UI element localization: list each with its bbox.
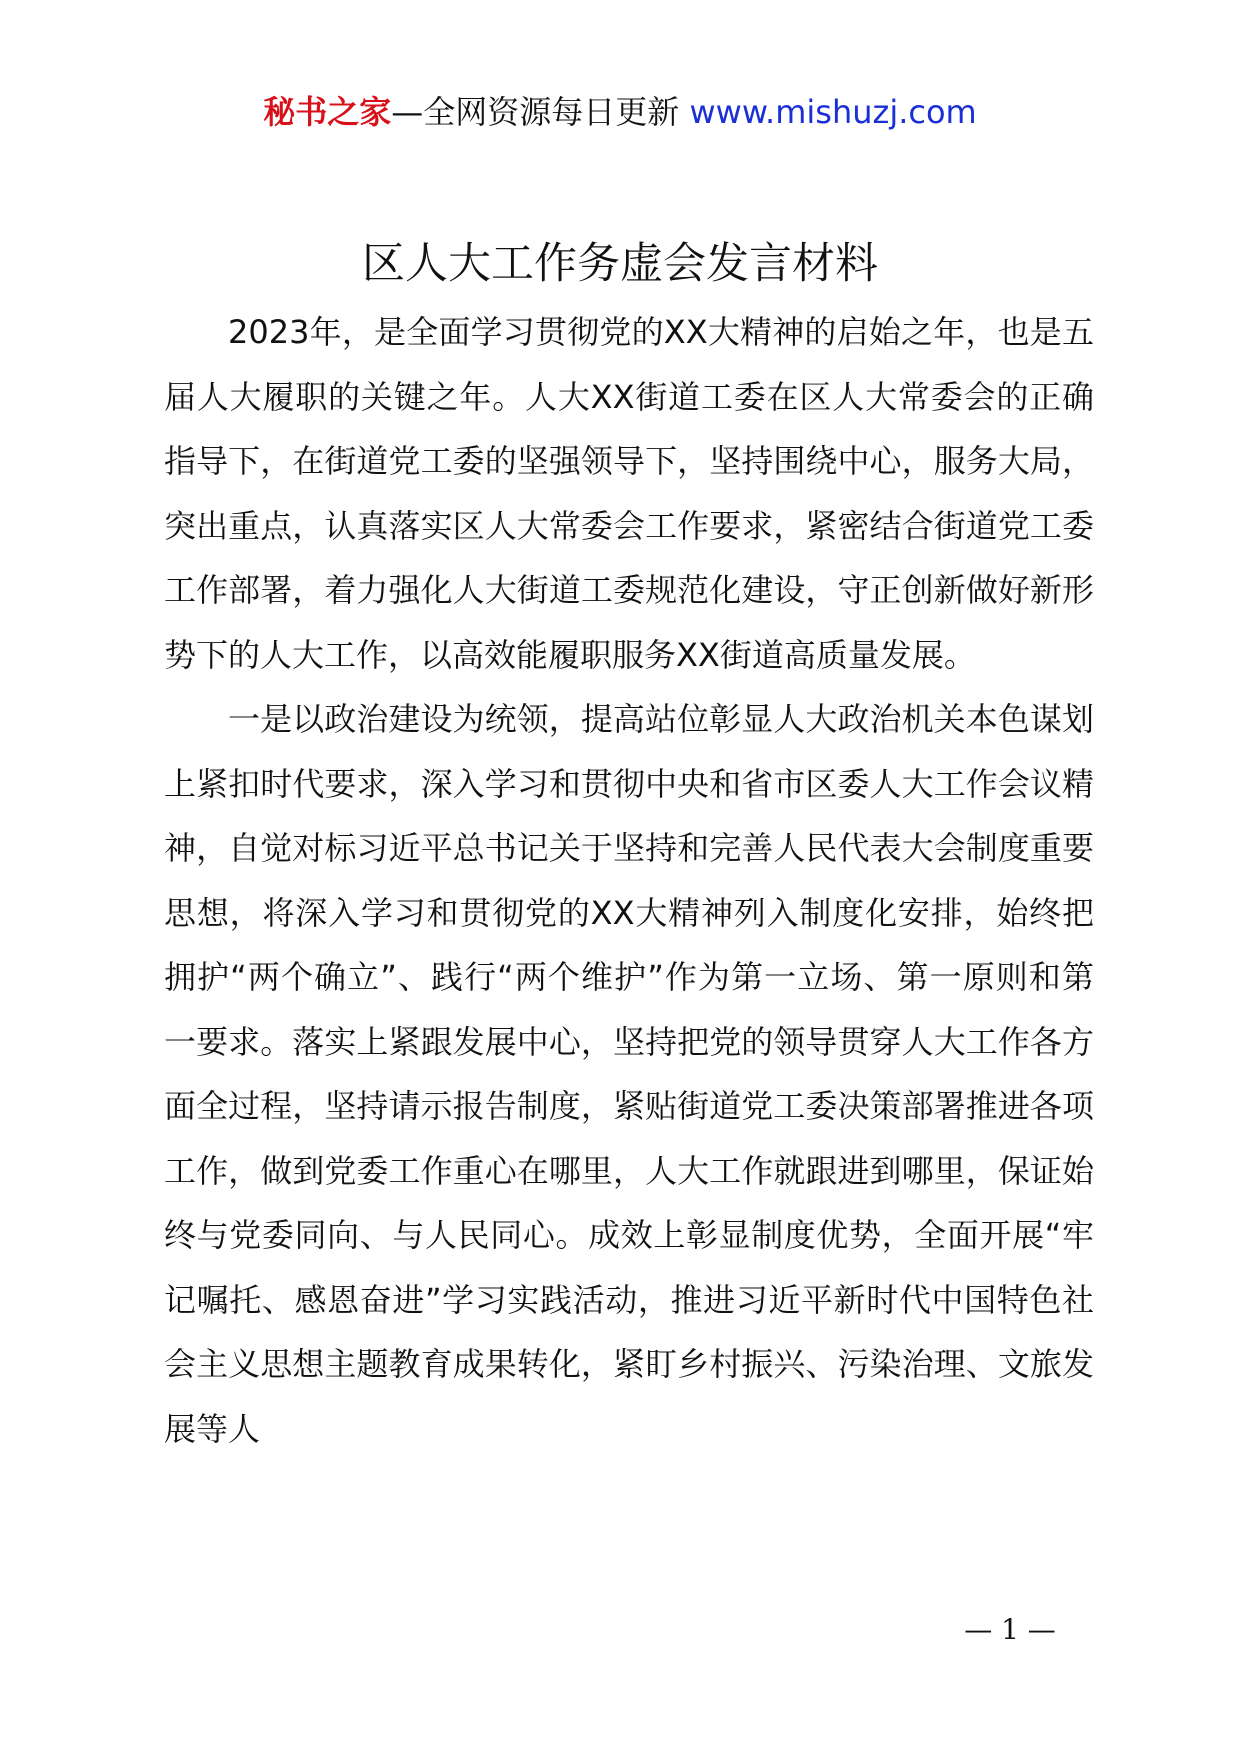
paragraph-political-construction: 一是以政治建设为统领，提高站位彰显人大政治机关本色谋划上紧扣时代要求，深入学习和贯彻中央和省市区委人大工作会议精神，自觉对标习近平总书记关于坚持和完善人民代表大会制度重要思想，将深入学习和贯彻党的XX大精神列入制度化安排，始终把拥护“两个确立”、践行“两个维护”作为第一立场、第一原则和第一要求。落实上紧跟发展中心，坚持把党的领导贯穿人大工作各方面全过程，坚持请示报告制度，紧贴街道党工委决策部署推进各项工作，做到党委工作重心在哪里，人大工作就跟进到哪里，保证始终与党委同向、与人民同心。成效上彰显制度优势，全面开展“牢记嘱托、感恩奋进”学习实践活动，推进习近平新时代中国特色社会主义思想主题教育成果转化，紧盯乡村振兴、污染治理、文旅发展等人	[164, 700, 1094, 1448]
site-header	[0, 92, 1240, 132]
brand-name: 秘书之家	[263, 93, 392, 131]
paragraph-intro: 2023年，是全面学习贯彻党的XX大精神的启始之年，也是五届人大履职的关键之年。人大XX街道工委在区人大常委会的正确指导下，在街道党工委的坚强领导下，坚持围绕中心，服务大局，突出重点，认真落实区人大常委会工作要求，紧密结合街道党工委工作部署，着力强化人大街道工委规范化建设，守正创新做好新形势下的人大工作，以高效能履职服务XX街道高质量发展。	[164, 313, 1094, 674]
document-body	[164, 300, 1094, 1461]
header-tagline: —全网资源每日更新	[391, 93, 680, 131]
page-number: — 1 —	[964, 1613, 1056, 1646]
site-url-link[interactable]: www.mishuzj.com	[689, 93, 977, 131]
document-title: 区人大工作务虚会发言材料	[362, 239, 878, 289]
